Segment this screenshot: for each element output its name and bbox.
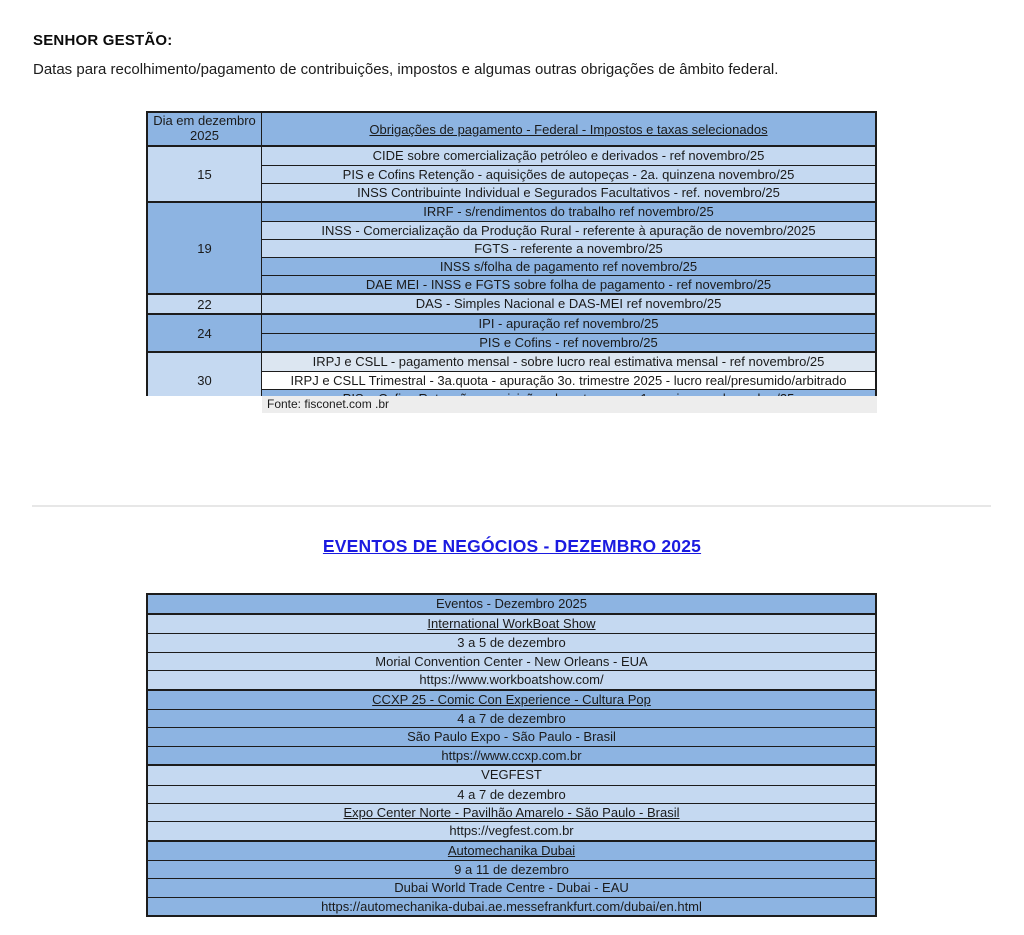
obligation-cell: IRPJ e CSLL Trimestral - 3a.quota - apuração 3o. trimestre 2025 - lucro real/presumido/arbitrado	[262, 371, 875, 389]
tax-table-day-column-header: Dia em dezembro 2025	[148, 113, 262, 145]
obligation-list	[262, 315, 875, 351]
tax-table-header-row	[148, 113, 875, 145]
obligation-cell: DAE MEI - INSS e FGTS sobre folha de pagamento - ref novembro/25	[262, 275, 875, 293]
obligation-cell: INSS - Comercialização da Produção Rural - referente à apuração de novembro/2025	[262, 221, 875, 239]
event-row: 3 a 5 de dezembro	[148, 633, 875, 651]
event-block	[148, 840, 875, 916]
events-table	[146, 593, 877, 917]
event-row: 4 a 7 de dezembro	[148, 785, 875, 803]
obligation-cell: FGTS - referente a novembro/25	[262, 239, 875, 257]
event-url[interactable]: https://www.ccxp.com.br	[148, 746, 875, 764]
obligation-cell: PIS e Cofins - ref novembro/25	[262, 333, 875, 351]
obligation-cell: CIDE sobre comercialização petróleo e derivados - ref novembro/25	[262, 147, 875, 165]
event-row: São Paulo Expo - São Paulo - Brasil	[148, 727, 875, 745]
event-row: Dubai World Trade Centre - Dubai - EAU	[148, 878, 875, 896]
obligation-cell: IRRF - s/rendimentos do trabalho ref novembro/25	[262, 203, 875, 221]
obligation-cell: PIS e Cofins Retenção - aquisições de autopeças - 2a. quinzena novembro/25	[262, 165, 875, 183]
obligation-cell: IRPJ e CSLL - pagamento mensal - sobre lucro real estimativa mensal - ref novembro/25	[262, 353, 875, 371]
source-label: Fonte: fisconet.com .br	[262, 396, 877, 413]
day-cell: 19	[148, 203, 262, 293]
event-block	[148, 613, 875, 689]
event-row: Morial Convention Center - New Orleans - EUA	[148, 652, 875, 670]
events-section-heading[interactable]: EVENTOS DE NEGÓCIOS - DEZEMBRO 2025	[322, 536, 702, 556]
events-table-header: Eventos - Dezembro 2025	[148, 595, 875, 613]
tax-day-group	[148, 313, 875, 351]
source-row-spacer	[146, 396, 262, 413]
day-cell: 22	[148, 295, 262, 313]
section-divider	[32, 505, 991, 507]
event-url[interactable]: https://automechanika-dubai.ae.messefrankfurt.com/dubai/en.html	[148, 897, 875, 915]
tax-day-group	[148, 145, 875, 201]
obligation-cell: INSS Contribuinte Individual e Segurados Facultativos - ref. novembro/25	[262, 183, 875, 201]
event-url[interactable]: https://www.workboatshow.com/	[148, 670, 875, 688]
event-block	[148, 689, 875, 765]
events-table-body	[148, 613, 875, 915]
day-cell: 24	[148, 315, 262, 351]
tax-day-group	[148, 201, 875, 293]
event-block	[148, 764, 875, 840]
obligation-list	[262, 147, 875, 201]
page-subtitle: Datas para recolhimento/pagamento de contribuições, impostos e algumas outras obrigações de âmbito federal.	[33, 61, 779, 78]
obligation-list	[262, 295, 875, 313]
obligation-cell: INSS s/folha de pagamento ref novembro/25	[262, 257, 875, 275]
event-row: 9 a 11 de dezembro	[148, 860, 875, 878]
page-title: SENHOR GESTÃO:	[33, 32, 173, 49]
event-link[interactable]: Automechanika Dubai	[148, 842, 875, 860]
event-link[interactable]: International WorkBoat Show	[148, 615, 875, 633]
tax-obligations-table	[146, 111, 877, 409]
event-row: 4 a 7 de dezembro	[148, 709, 875, 727]
tax-table-body	[148, 145, 875, 407]
event-url[interactable]: https://vegfest.com.br	[148, 821, 875, 839]
event-link[interactable]: CCXP 25 - Comic Con Experience - Cultura Pop	[148, 691, 875, 709]
tax-table-obligations-column-header: Obrigações de pagamento - Federal - Impostos e taxas selecionados	[262, 113, 875, 145]
source-row	[146, 396, 877, 413]
obligation-cell: IPI - apuração ref novembro/25	[262, 315, 875, 333]
day-cell: 15	[148, 147, 262, 201]
obligation-cell: DAS - Simples Nacional e DAS-MEI ref novembro/25	[262, 295, 875, 313]
obligation-list	[262, 203, 875, 293]
day-cell: 30	[148, 353, 262, 407]
event-link[interactable]: Expo Center Norte - Pavilhão Amarelo - São Paulo - Brasil	[148, 803, 875, 821]
tax-day-group	[148, 293, 875, 313]
event-row: VEGFEST	[148, 766, 875, 784]
